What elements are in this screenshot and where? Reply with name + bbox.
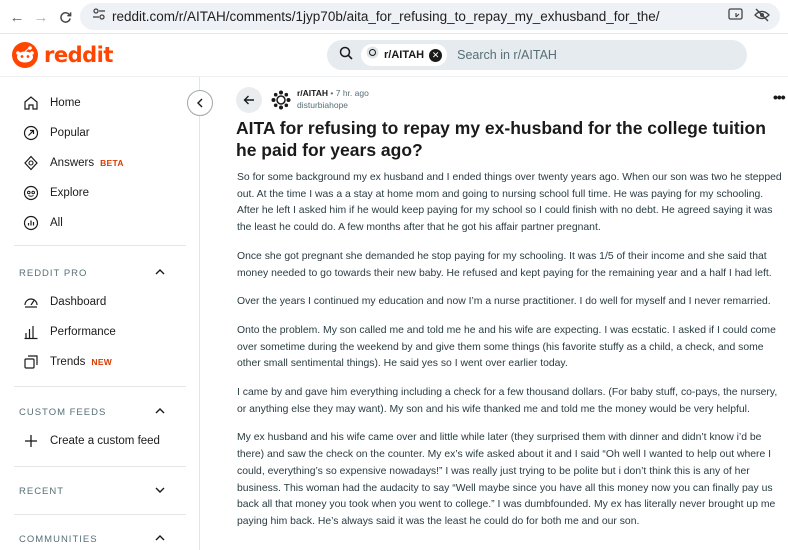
post-paragraph: My ex husband and his wife came over and little while later (they surprised them with dinner and didn’t know i’d be there) and saw the check on the counter. My ex’s wife asked about it and I said “Oh well I wanted to help out where I could, everything’s so expensive nowadays!” I was really just trying to be polite but i don’t think this is any of her business. This woman had the audacity to say “Well maybe since you have all this money now you can finally pay us back all that money you took when you went to college.” I was dumbfounded. My ex has literally never brought up me paying him back. He’s always said it was the least he could do for both me and our son. <box>237 432 776 527</box>
section-header-communities[interactable]: COMMUNITIES <box>19 534 98 545</box>
sidebar-item-label: All <box>50 217 63 229</box>
browser-back-icon[interactable]: ← <box>9 8 25 26</box>
search-placeholder: Search in r/AITAH <box>457 48 557 62</box>
section-header-reddit-pro[interactable]: REDDIT PRO <box>19 268 88 279</box>
eye-off-icon[interactable] <box>754 8 770 27</box>
new-badge: NEW <box>91 357 113 367</box>
url-text: reddit.com/r/AITAH/comments/1jyp70b/aita_for_refusing_to_repay_my_exhusband_for_the/ <box>112 9 660 24</box>
left-sidebar <box>0 77 200 550</box>
reload-icon[interactable] <box>54 6 76 28</box>
chip-label: r/AITAH <box>384 49 425 61</box>
reddit-logo[interactable] <box>12 42 113 68</box>
sidebar-item-label: Dashboard <box>50 296 107 308</box>
explore-icon <box>22 184 40 202</box>
back-button[interactable] <box>236 87 262 113</box>
sidebar-divider <box>14 514 186 515</box>
performance-icon <box>22 323 40 341</box>
section-header-custom-feeds[interactable]: CUSTOM FEEDS <box>19 407 107 418</box>
sidebar-item-label: Home <box>50 97 81 109</box>
sidebar-item-explore[interactable] <box>22 183 89 203</box>
sidebar-divider <box>14 245 186 246</box>
browser-forward-icon[interactable]: → <box>33 8 49 26</box>
sidebar-item-popular[interactable] <box>22 123 90 143</box>
sidebar-item-home[interactable] <box>22 93 81 113</box>
cast-icon[interactable] <box>728 8 744 27</box>
logo-text: reddit <box>44 43 113 67</box>
chevron-up-icon[interactable] <box>154 406 166 416</box>
arrow-left-icon <box>243 94 255 106</box>
post-paragraph: I came by and gave him everything including a check for a few thousand dollars. (For baby stuff, co-pays, the nursery, or anything else they may want). My son and his wife thanked me and told me the money would be very helpful. <box>237 387 778 415</box>
post-body <box>237 170 782 543</box>
create-custom-feed-button[interactable] <box>22 431 160 451</box>
create-feed-label: Create a custom feed <box>50 435 160 447</box>
sidebar-item-label: Popular <box>50 127 90 139</box>
sidebar-item-answers[interactable] <box>22 153 124 173</box>
snoo-icon <box>12 42 38 68</box>
sidebar-divider <box>14 466 186 467</box>
all-icon <box>22 214 40 232</box>
chip-close-icon[interactable]: ✕ <box>429 49 442 62</box>
popular-icon <box>22 124 40 142</box>
dashboard-icon <box>22 293 40 311</box>
post-paragraph: Once she got pregnant she demanded he stop paying for my schooling. It was 1/5 of their income and she said that money needed to go towards their new baby. He refused and kept paying for the remaining year and a half I had left. <box>237 250 772 279</box>
plus-icon <box>22 432 40 450</box>
sidebar-item-label: Answers <box>50 157 95 169</box>
browser-toolbar <box>0 0 788 34</box>
subreddit-link[interactable]: r/AITAH <box>297 88 329 98</box>
post-container <box>201 77 788 550</box>
community-chip-icon <box>366 46 379 64</box>
address-bar[interactable] <box>80 3 780 30</box>
beta-badge: BETA <box>100 158 124 168</box>
chevron-down-icon[interactable] <box>154 485 166 495</box>
sidebar-item-label: Explore <box>50 187 89 199</box>
post-paragraph: Over the years I continued my education and now I’m a nurse practitioner. I do well for myself and I never remarried. <box>237 296 771 308</box>
answers-icon <box>22 154 40 172</box>
reddit-header <box>0 34 788 77</box>
collapse-sidebar-button[interactable] <box>187 90 213 116</box>
search-bar[interactable] <box>327 40 747 70</box>
sidebar-item-label: Trends <box>50 356 86 368</box>
post-time: • 7 hr. ago <box>330 88 369 98</box>
post-paragraph: So for some background my ex husband and I ended things over twenty years ago. When our son was two he stepped out. At the time I was a a stay at home mom and going to nursing school full time. He was paying for my schooling. After he left I asked him if he would keep paying for my school so I could finish with no debt. He agreed saying it was the least he could do. A few months after that he got his affair partner pregnant. <box>237 172 782 234</box>
chevron-up-icon[interactable] <box>154 533 166 543</box>
post-meta <box>297 88 369 98</box>
sidebar-divider <box>14 386 186 387</box>
post-title: AITA for refusing to repay my ex-husband for the college tuition he paid for years ago? <box>236 118 766 160</box>
section-header-recent[interactable]: RECENT <box>19 486 65 497</box>
trends-icon <box>22 353 40 371</box>
community-search-chip[interactable] <box>361 44 447 66</box>
sidebar-item-trends[interactable] <box>22 352 112 372</box>
more-options-icon[interactable]: ••• <box>773 89 785 105</box>
subreddit-avatar-icon[interactable] <box>270 89 292 111</box>
sidebar-item-dashboard[interactable] <box>22 292 106 312</box>
search-icon <box>339 46 353 65</box>
site-settings-icon[interactable] <box>92 7 106 26</box>
chevron-up-icon[interactable] <box>154 267 166 277</box>
home-icon <box>22 94 40 112</box>
sidebar-item-performance[interactable] <box>22 322 116 342</box>
post-paragraph: Onto the problem. My son called me and told me he and his wife are expecting. I was ecstatic. I asked if I could come over sometime during the weekend by and give them some things (his favorite stuffy as a child, a check, and some other small sentimental things). He said yes so I went over earlier today. <box>237 324 776 370</box>
sidebar-item-all[interactable] <box>22 213 63 233</box>
sidebar-item-label: Performance <box>50 326 116 338</box>
author-link[interactable]: disturbiahope <box>297 100 349 110</box>
